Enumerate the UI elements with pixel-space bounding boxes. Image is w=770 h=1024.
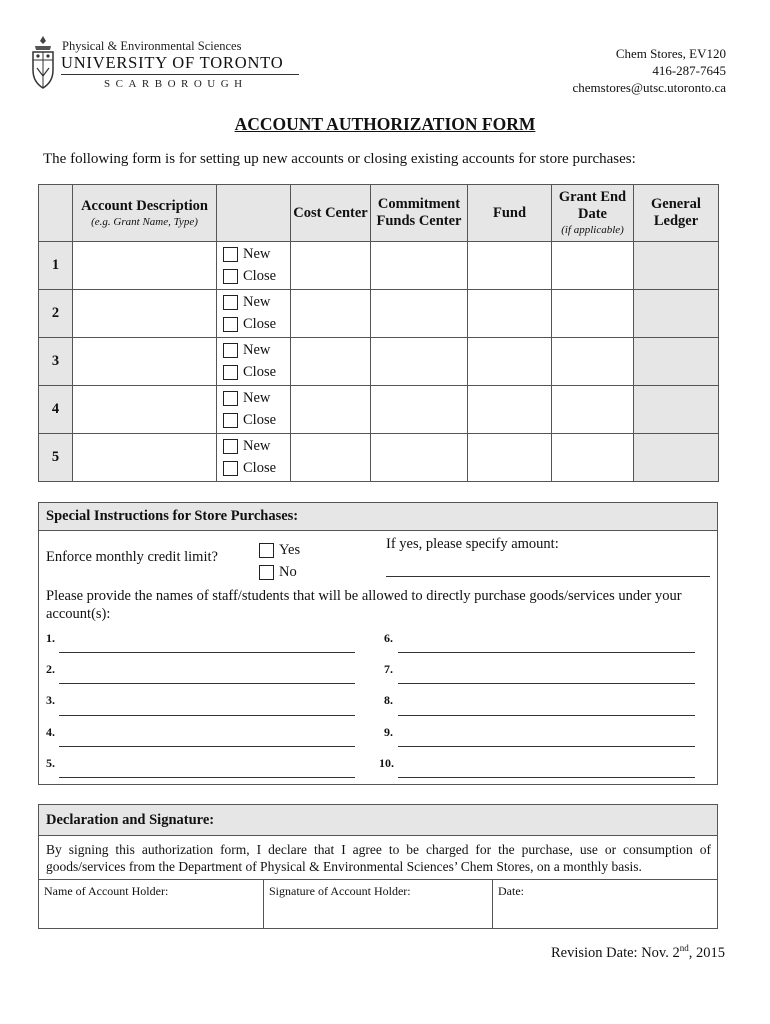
header-grant-end-label: Grant End Date <box>558 189 627 222</box>
row-number: 2 <box>39 290 73 338</box>
commitment-input[interactable] <box>371 338 468 386</box>
new-option[interactable] <box>223 292 290 314</box>
table-header-row <box>39 185 719 242</box>
account-description-input[interactable] <box>73 242 217 290</box>
special-instructions-heading: Special Instructions for Store Purchases: <box>39 503 717 531</box>
new-checkbox[interactable] <box>223 247 238 262</box>
logo-divider <box>61 74 299 75</box>
table-row <box>39 338 719 386</box>
close-option[interactable] <box>223 410 290 432</box>
amount-input-line[interactable] <box>386 576 710 577</box>
account-description-input[interactable] <box>73 338 217 386</box>
accounts-table <box>38 184 719 482</box>
name-number: 1. <box>46 631 55 645</box>
name-number: 6. <box>384 631 393 645</box>
university-crest-icon <box>30 34 56 92</box>
yes-label: Yes <box>279 541 301 558</box>
header-account-description <box>73 185 217 242</box>
status-options <box>217 386 291 434</box>
row-number: 3 <box>39 338 73 386</box>
general-ledger-cell <box>634 338 719 386</box>
grant-end-input[interactable] <box>552 386 634 434</box>
fund-input[interactable] <box>468 338 552 386</box>
close-label: Close <box>243 460 277 476</box>
close-label: Close <box>243 268 277 284</box>
close-option[interactable] <box>223 266 290 288</box>
account-description-input[interactable] <box>73 386 217 434</box>
new-label: New <box>243 390 271 406</box>
no-option[interactable] <box>259 561 300 583</box>
status-options <box>217 434 291 482</box>
grant-end-input[interactable] <box>552 434 634 482</box>
name-input-line[interactable] <box>398 683 695 684</box>
declaration-text: By signing this authorization form, I declare that I agree to be charged for the purchase, use or consumption of goods/services from the Department of Physical & Environmental Sciences’ Chem Stores, on a monthly basis. <box>46 842 711 874</box>
header-status <box>217 185 291 242</box>
header-general-ledger: General Ledger <box>634 185 719 242</box>
date-label: Date: <box>498 884 524 898</box>
table-row <box>39 386 719 434</box>
name-input-line[interactable] <box>398 777 695 778</box>
contact-block <box>573 45 727 96</box>
cost-center-input[interactable] <box>291 434 371 482</box>
status-options <box>217 338 291 386</box>
header-fund: Fund <box>468 185 552 242</box>
declaration-section <box>38 804 718 929</box>
close-checkbox[interactable] <box>223 317 238 332</box>
revision-date-year: , 2015 <box>688 944 725 961</box>
cost-center-input[interactable] <box>291 338 371 386</box>
close-checkbox[interactable] <box>223 365 238 380</box>
new-option[interactable] <box>223 388 290 410</box>
name-input-line[interactable] <box>59 683 355 684</box>
close-option[interactable] <box>223 458 290 480</box>
name-number: 10. <box>379 756 394 770</box>
new-checkbox[interactable] <box>223 391 238 406</box>
general-ledger-cell <box>634 386 719 434</box>
row-number: 5 <box>39 434 73 482</box>
name-number: 9. <box>384 725 393 739</box>
no-checkbox[interactable] <box>259 565 274 580</box>
university-name: UNIVERSITY OF TORONTO <box>61 53 284 72</box>
general-ledger-cell <box>634 434 719 482</box>
name-number: 2. <box>46 662 55 676</box>
no-label: No <box>279 563 297 580</box>
header-grant-end-hint: (if applicable) <box>561 224 624 236</box>
new-label: New <box>243 246 271 262</box>
name-input-line[interactable] <box>59 715 355 716</box>
name-number: 4. <box>46 725 55 739</box>
fund-input[interactable] <box>468 290 552 338</box>
revision-date-suffix: nd <box>679 943 689 953</box>
header-account-description-hint: (e.g. Grant Name, Type) <box>91 215 198 228</box>
header-grant-end <box>552 185 634 242</box>
revision-date <box>551 943 725 962</box>
close-label: Close <box>243 412 277 428</box>
header-account-description-label: Account Description <box>81 197 208 214</box>
intro-text: The following form is for setting up new accounts or closing existing accounts for store purchases: <box>43 151 636 167</box>
close-checkbox[interactable] <box>223 269 238 284</box>
new-option[interactable] <box>223 244 290 266</box>
name-number: 3. <box>46 693 55 707</box>
form-title-wrap <box>0 114 770 135</box>
general-ledger-cell <box>634 290 719 338</box>
new-label: New <box>243 438 271 454</box>
cost-center-input[interactable] <box>291 242 371 290</box>
revision-date-prefix: Revision Date: Nov. 2 <box>551 944 680 961</box>
new-checkbox[interactable] <box>223 343 238 358</box>
fund-input[interactable] <box>468 386 552 434</box>
signature-row <box>39 879 717 928</box>
header-cost-center: Cost Center <box>291 185 371 242</box>
account-holder-signature-label: Signature of Account Holder: <box>269 884 411 898</box>
account-holder-signature-field[interactable] <box>264 880 493 928</box>
new-label: New <box>243 294 271 310</box>
header-number <box>39 185 73 242</box>
authorized-names-instructions: Please provide the names of staff/students that will be allowed to directly purchase goods/services under your account(s): <box>46 588 682 622</box>
form-title: ACCOUNT AUTHORIZATION FORM <box>234 114 536 134</box>
close-label: Close <box>243 316 277 332</box>
name-number: 7. <box>384 662 393 676</box>
university-logo <box>30 34 284 94</box>
contact-location: Chem Stores, EV120 <box>615 46 726 61</box>
name-input-line[interactable] <box>398 746 695 747</box>
date-field[interactable] <box>493 880 717 928</box>
grant-end-input[interactable] <box>552 242 634 290</box>
general-ledger-cell <box>634 242 719 290</box>
name-input-line[interactable] <box>59 652 355 653</box>
name-number: 8. <box>384 693 393 707</box>
close-checkbox[interactable] <box>223 461 238 476</box>
commitment-input[interactable] <box>371 386 468 434</box>
close-option[interactable] <box>223 362 290 384</box>
new-checkbox[interactable] <box>223 295 238 310</box>
account-description-input[interactable] <box>73 290 217 338</box>
account-description-input[interactable] <box>73 434 217 482</box>
close-option[interactable] <box>223 314 290 336</box>
row-number: 4 <box>39 386 73 434</box>
fund-input[interactable] <box>468 242 552 290</box>
name-input-line[interactable] <box>398 652 695 653</box>
new-label: New <box>243 342 271 358</box>
new-option[interactable] <box>223 340 290 362</box>
cost-center-input[interactable] <box>291 386 371 434</box>
commitment-input[interactable] <box>371 434 468 482</box>
table-row <box>39 434 719 482</box>
name-input-line[interactable] <box>59 746 355 747</box>
name-number: 5. <box>46 756 55 770</box>
new-checkbox[interactable] <box>223 439 238 454</box>
special-instructions-section <box>38 502 718 785</box>
table-row <box>39 290 719 338</box>
table-row <box>39 242 719 290</box>
row-number: 1 <box>39 242 73 290</box>
cost-center-input[interactable] <box>291 290 371 338</box>
department-name: Physical & Environmental Sciences <box>62 39 242 53</box>
declaration-heading: Declaration and Signature: <box>39 805 717 836</box>
commitment-input[interactable] <box>371 290 468 338</box>
enforce-credit-limit-label: Enforce monthly credit limit? <box>46 549 218 565</box>
yes-checkbox[interactable] <box>259 543 274 558</box>
status-options <box>217 290 291 338</box>
grant-end-input[interactable] <box>552 290 634 338</box>
contact-phone: 416-287-7645 <box>652 63 726 78</box>
yes-option[interactable] <box>259 539 300 561</box>
close-checkbox[interactable] <box>223 413 238 428</box>
specify-amount-label: If yes, please specify amount: <box>386 536 559 552</box>
new-option[interactable] <box>223 436 290 458</box>
credit-limit-options <box>259 539 300 583</box>
contact-email: chemstores@utsc.utoronto.ca <box>572 80 726 95</box>
campus-name: SCARBOROUGH <box>104 78 248 90</box>
grant-end-input[interactable] <box>552 338 634 386</box>
name-input-line[interactable] <box>59 777 355 778</box>
close-label: Close <box>243 364 277 380</box>
name-input-line[interactable] <box>398 715 695 716</box>
fund-input[interactable] <box>468 434 552 482</box>
header-commitment: Commitment Funds Center <box>371 185 468 242</box>
status-options <box>217 242 291 290</box>
commitment-input[interactable] <box>371 242 468 290</box>
account-holder-name-label: Name of Account Holder: <box>44 884 169 898</box>
account-holder-name-field[interactable] <box>39 880 264 928</box>
